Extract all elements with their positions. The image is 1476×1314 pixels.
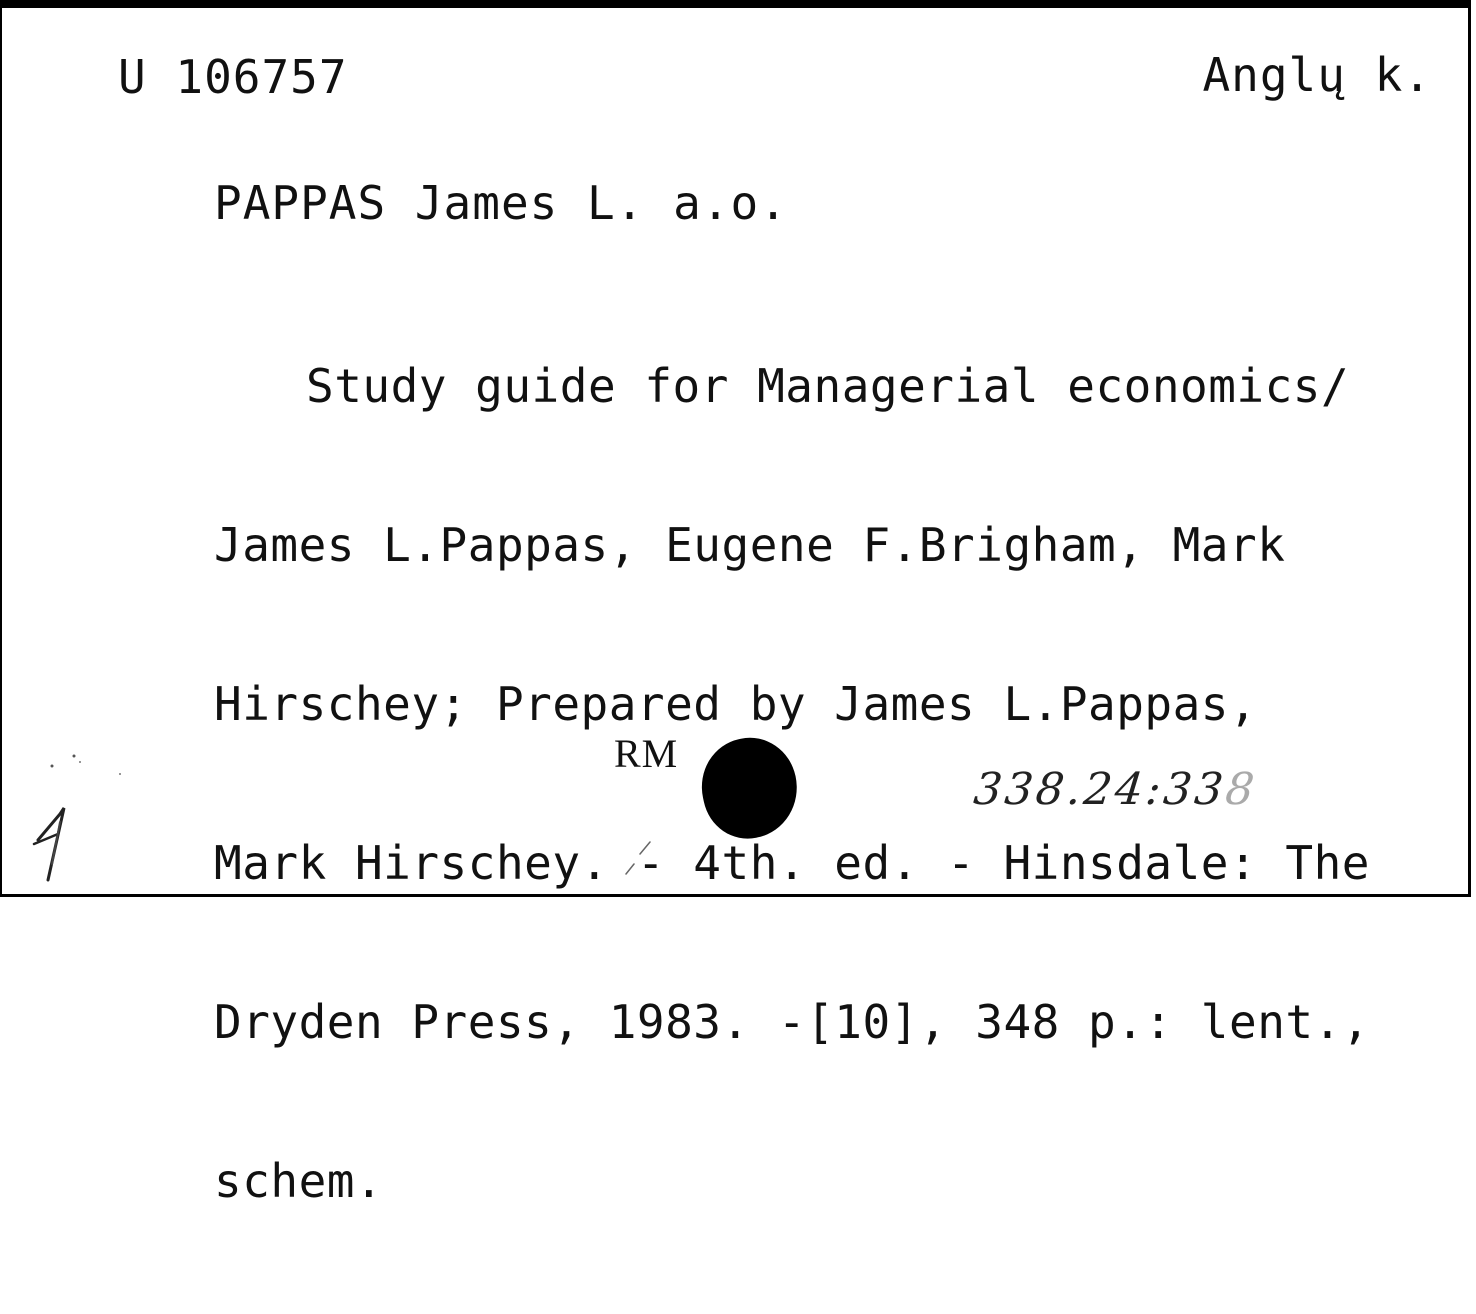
author-heading: PAPPAS James L. a.o. [214,176,788,230]
call-number: U 106757 [118,50,348,104]
udc-faded-digit: 8 [1223,764,1260,815]
entry-line: Hirschey; Prepared by James L.Pappas, [214,677,1258,731]
pencil-tick [620,834,660,878]
rm-stamp: RM [614,731,679,776]
entry-line: James L.Pappas, Eugene F.Brigham, Mark [214,518,1286,572]
handwritten-mark [30,804,78,884]
ink-specks [42,746,142,786]
udc-classification [971,764,1259,815]
udc-code: 338.24:33 [971,764,1229,815]
language-note: Anglų k. [1202,48,1432,102]
entry-line: Study guide for Managerial economics/ [306,359,1350,413]
entry-line: schem. [214,1154,384,1208]
entry-line: Dryden Press, 1983. -[10], 348 p.: lent., [214,995,1370,1049]
bibliographic-description [214,254,1476,1314]
entry-line: Mark Hirschey. - 4th. ed. - Hinsdale: The [214,836,1370,890]
